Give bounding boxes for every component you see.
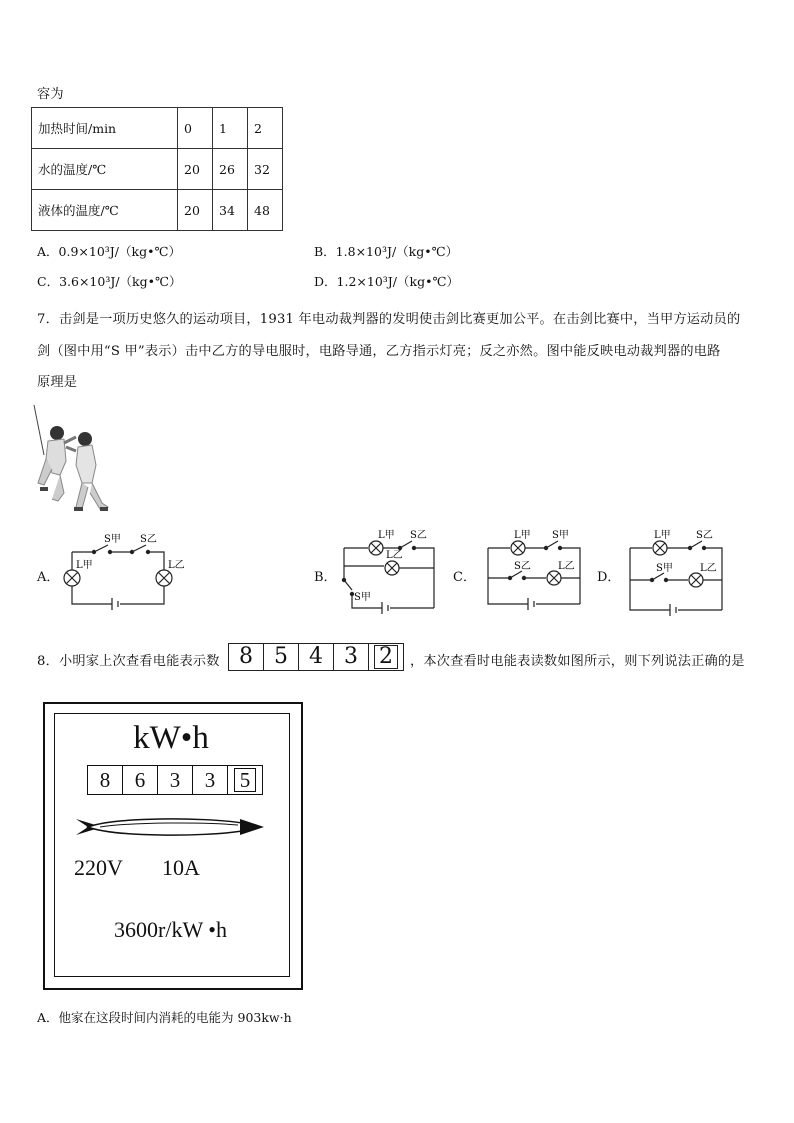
table-cell: 水的温度/℃ xyxy=(32,149,178,190)
reading-decimal-digit xyxy=(369,644,403,670)
circuit-option-d-letter[interactable]: D． xyxy=(597,570,621,585)
circuit-diagram-c xyxy=(480,526,586,612)
question-7-line-1: 7．击剑是一项历史悠久的运动项目，1931 年电动裁判器的发明使击剑比赛更加公平。在击剑比赛中，当甲方运动员的 xyxy=(37,312,741,327)
table-cell: 20 xyxy=(178,190,213,231)
option-c[interactable]: C．3.6×10³J/（kg•℃） xyxy=(37,274,182,289)
table-cell: 加热时间/min xyxy=(32,108,178,149)
circuit-diagram-d xyxy=(624,528,728,616)
meter-disc-arrow-icon xyxy=(74,814,268,840)
question-8-suffix: ，本次查看时电能表读数如图所示，则下列说法正确的是 xyxy=(410,654,745,669)
circuit-diagram-a xyxy=(60,530,190,614)
meter-voltage: 220V xyxy=(74,855,123,880)
circuit-diagram-b xyxy=(338,526,440,616)
table-cell: 2 xyxy=(248,108,283,149)
question-7-line-2: 剑（图中用“S 甲”表示）击中乙方的导电服时，电路导通，乙方指示灯亮；反之亦然。图中能反映电动裁判器的电路 xyxy=(37,344,721,359)
lamp-label: L甲 xyxy=(654,530,671,541)
meter-digit: 3 xyxy=(193,766,228,794)
meter-digit: 6 xyxy=(123,766,158,794)
table-cell: 0 xyxy=(178,108,213,149)
table-cell: 液体的温度/℃ xyxy=(32,190,178,231)
table-cell: 34 xyxy=(213,190,248,231)
question-7-line-3: 原理是 xyxy=(37,375,78,390)
reading-digit: 2 xyxy=(374,645,398,669)
table-row xyxy=(32,190,283,231)
question-8-prefix: 8．小明家上次查看电能表示数 xyxy=(37,654,220,669)
lamp-label: L甲 xyxy=(378,530,395,541)
switch-label: S乙 xyxy=(140,534,157,545)
meter-constant: 3600r/kW •h xyxy=(114,917,228,942)
q8-option-a[interactable]: A．他家在这段时间内消耗的电能为 903kw·h xyxy=(37,1010,292,1025)
table-cell: 48 xyxy=(248,190,283,231)
lamp-label: L甲 xyxy=(514,530,531,541)
lamp-label: L甲 xyxy=(76,560,93,571)
previous-meter-reading xyxy=(228,643,404,671)
data-table xyxy=(31,107,283,231)
reading-digit: 4 xyxy=(299,644,334,670)
question-text-fragment: 容为 xyxy=(37,87,64,102)
lamp-label: L乙 xyxy=(700,563,717,574)
option-d[interactable]: D．1.2×10³J/（kg•℃） xyxy=(314,274,459,289)
switch-label: S乙 xyxy=(696,530,713,541)
table-cell: 26 xyxy=(213,149,248,190)
switch-label: S乙 xyxy=(410,530,427,541)
option-b[interactable]: B．1.8×10³J/（kg•℃） xyxy=(314,244,459,259)
meter-digit: 8 xyxy=(88,766,123,794)
lamp-label: L乙 xyxy=(168,560,185,571)
table-cell: 1 xyxy=(213,108,248,149)
circuit-option-a-letter[interactable]: A． xyxy=(37,570,60,585)
reading-digit: 3 xyxy=(334,644,369,670)
circuit-option-c-letter[interactable]: C． xyxy=(453,570,476,585)
meter-reading xyxy=(87,765,263,795)
lamp-label: L乙 xyxy=(558,561,575,572)
meter-current: 10A xyxy=(162,855,200,880)
meter-decimal-digit xyxy=(228,766,262,794)
lamp-label: L乙 xyxy=(386,550,403,561)
meter-digit: 5 xyxy=(234,768,256,792)
switch-label: S甲 xyxy=(104,534,121,545)
reading-digit: 5 xyxy=(264,644,299,670)
meter-unit: kW•h xyxy=(133,720,209,756)
switch-label: S甲 xyxy=(656,563,673,574)
circuit-option-b-letter[interactable]: B． xyxy=(314,570,337,585)
fencers-illustration xyxy=(30,403,110,515)
table-row xyxy=(32,149,283,190)
table-cell: 32 xyxy=(248,149,283,190)
reading-digit: 8 xyxy=(229,644,264,670)
switch-label: S甲 xyxy=(354,592,371,603)
meter-digit: 3 xyxy=(158,766,193,794)
switch-label: S甲 xyxy=(552,530,569,541)
switch-label: S乙 xyxy=(514,561,531,572)
option-a[interactable]: A．0.9×10³J/（kg•℃） xyxy=(37,244,181,259)
table-row xyxy=(32,108,283,149)
table-cell: 20 xyxy=(178,149,213,190)
